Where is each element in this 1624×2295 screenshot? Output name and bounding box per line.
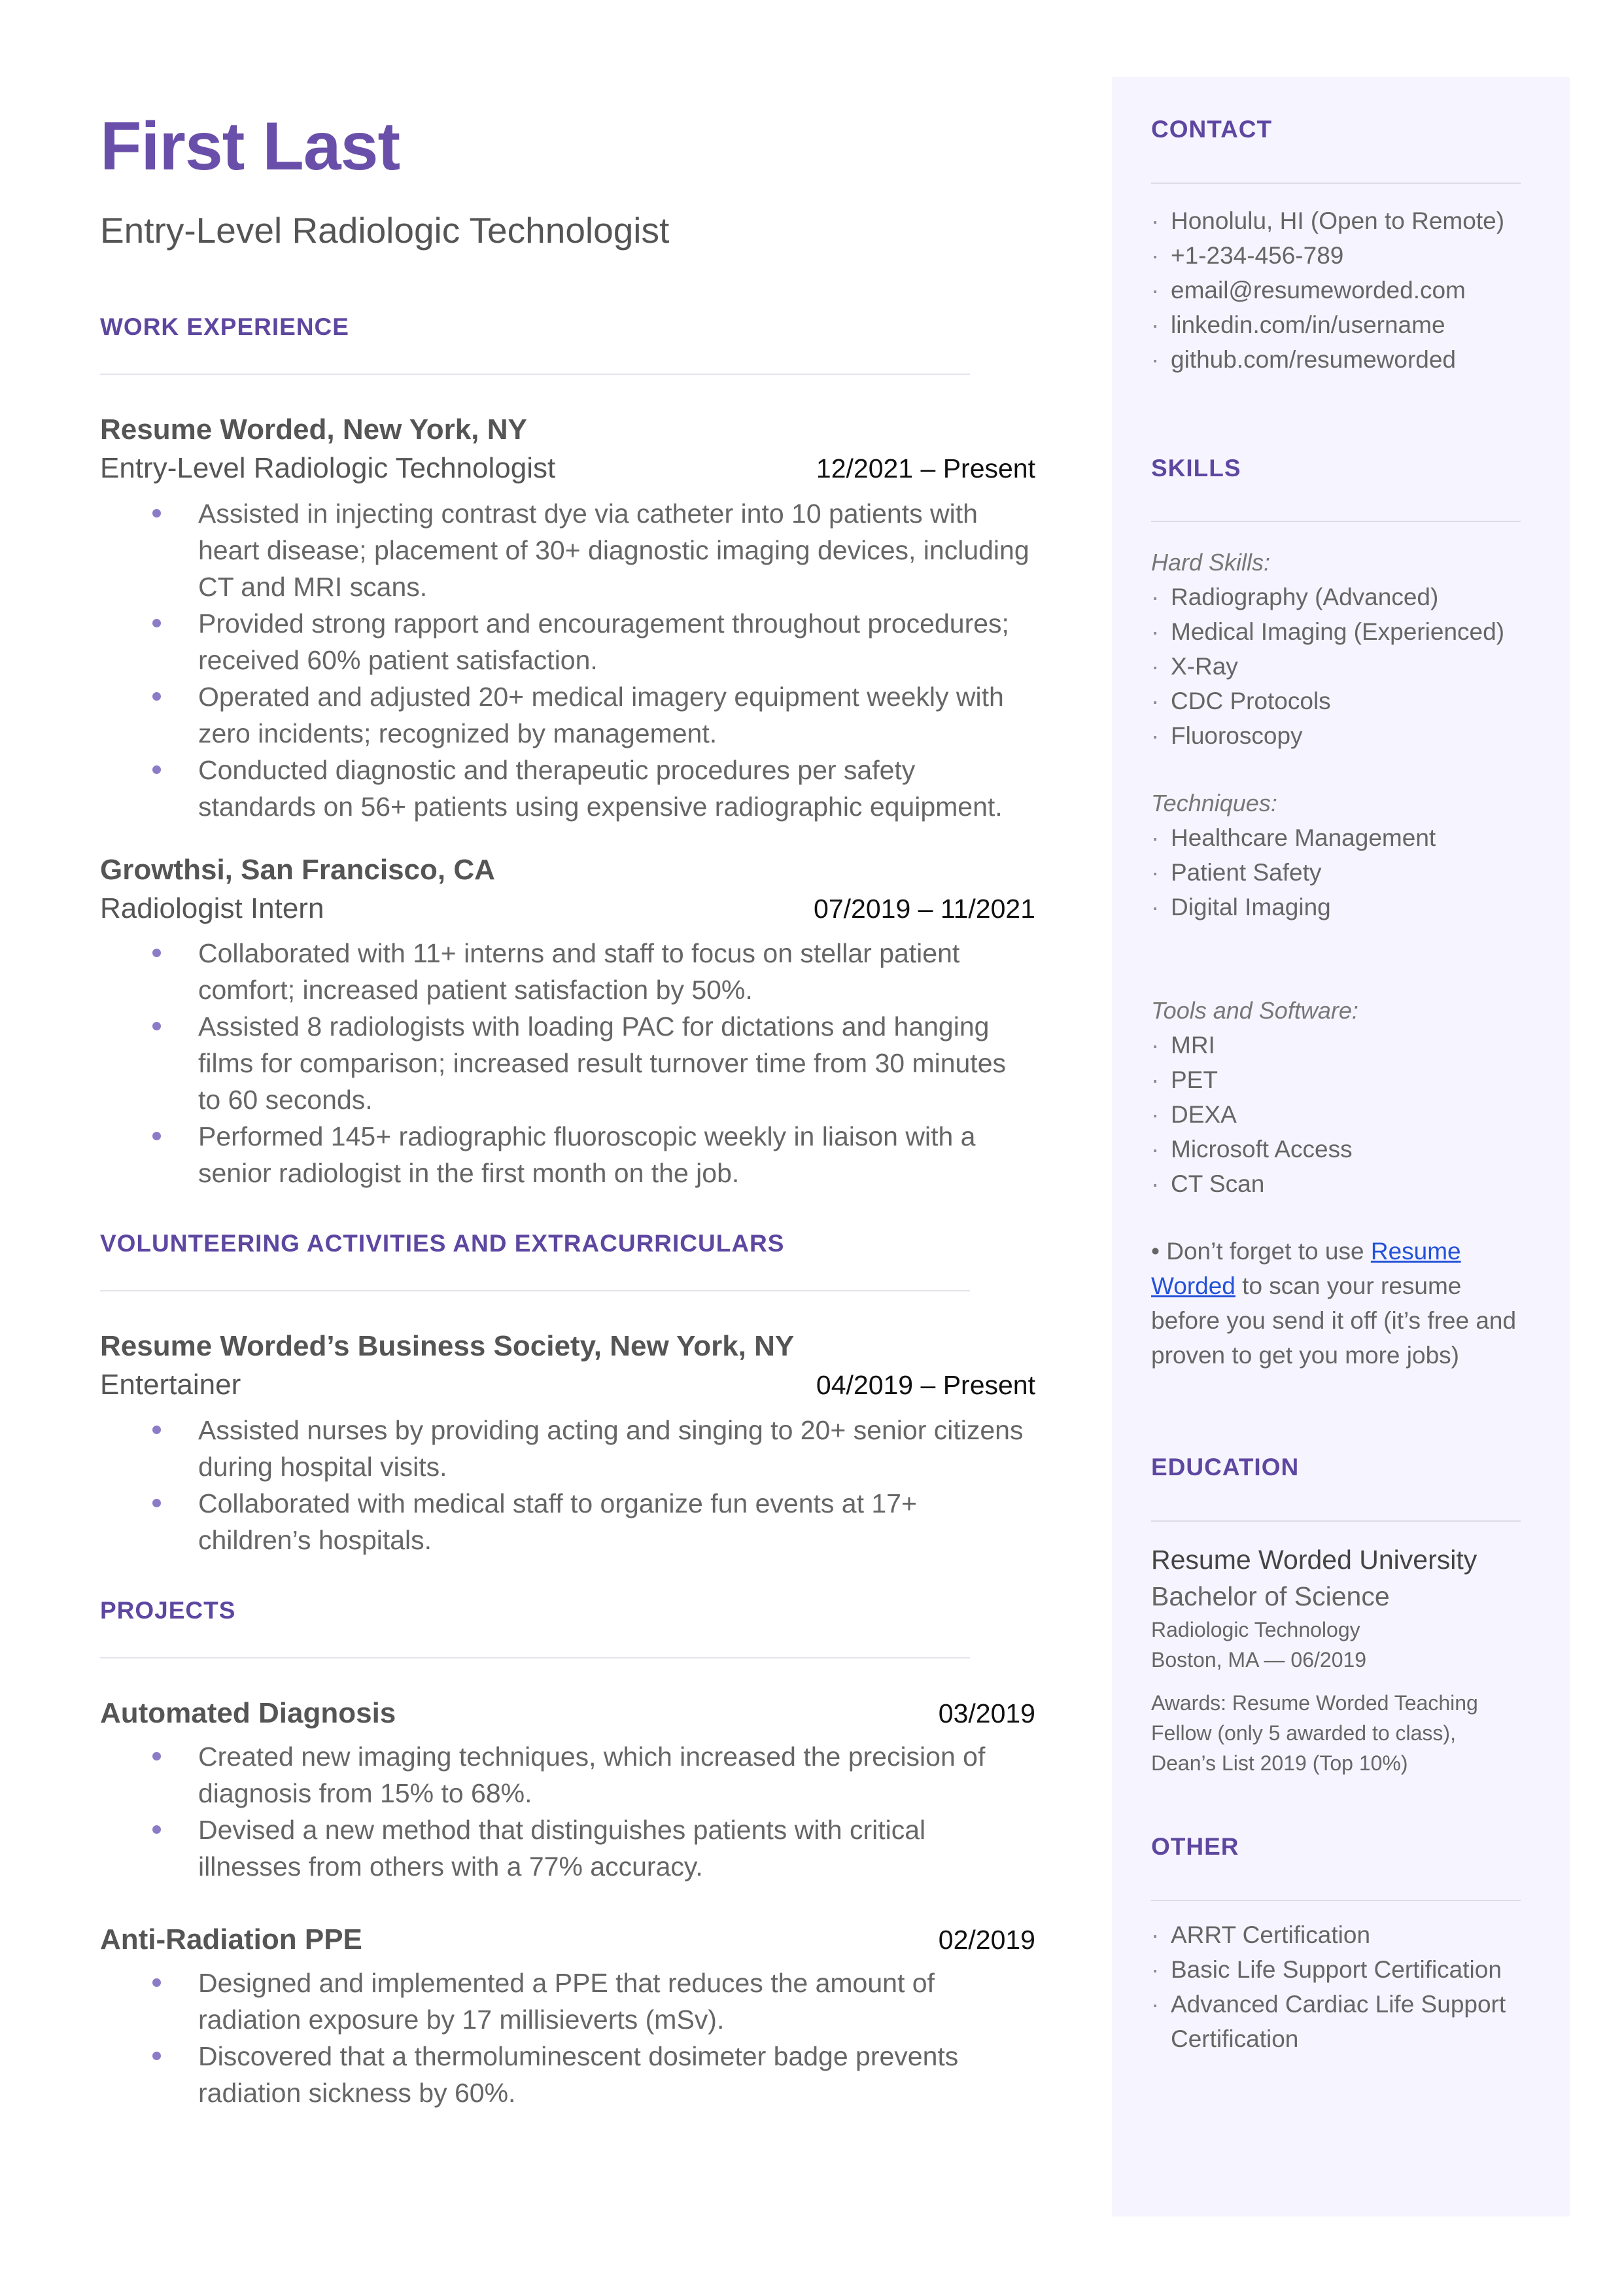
main-column xyxy=(100,111,1035,2111)
skill-item: · Medical Imaging (Experienced) xyxy=(1151,614,1521,649)
work-entry xyxy=(100,851,1035,1192)
section-divider xyxy=(1151,183,1521,184)
education-title: EDUCATION xyxy=(1151,1454,1300,1481)
sidebar xyxy=(1112,77,1570,2216)
skill-item: · PET xyxy=(1151,1062,1521,1097)
project-date: 03/2019 xyxy=(938,1698,1035,1728)
skills-label: Hard Skills: xyxy=(1151,549,1271,576)
skill-item: · MRI xyxy=(1151,1028,1521,1062)
section-title: WORK EXPERIENCE xyxy=(100,313,349,341)
hard-skills xyxy=(1151,545,1521,753)
skills-title: SKILLS xyxy=(1151,454,1241,482)
skill-item: · Healthcare Management xyxy=(1151,820,1521,855)
skill-item: · Fluoroscopy xyxy=(1151,718,1521,753)
bullet-list xyxy=(100,935,1035,1191)
bullet-item: Conducted diagnostic and therapeutic procedures per safety standards on 56+ patients using expensive radiographic equipment. xyxy=(100,752,1035,825)
section-divider xyxy=(100,1657,970,1658)
contact-location: · Honolulu, HI (Open to Remote) xyxy=(1151,203,1521,238)
bullet-item: Collaborated with medical staff to organize fun events at 17+ children’s hospitals. xyxy=(100,1485,1035,1558)
project-entry xyxy=(100,1694,1035,1885)
skill-item: · Patient Safety xyxy=(1151,855,1521,890)
bullet-item: Created new imaging techniques, which increased the precision of diagnosis from 15% to 68%. xyxy=(100,1738,1035,1812)
section-title: PROJECTS xyxy=(100,1596,236,1624)
bullet-item: Discovered that a thermoluminescent dosimeter badge prevents radiation sickness by 60%. xyxy=(100,2038,1035,2111)
project-date: 02/2019 xyxy=(938,1924,1035,1955)
degree: Bachelor of Science xyxy=(1151,1581,1390,1612)
skills-label: Tools and Software: xyxy=(1151,997,1358,1025)
contact-email[interactable]: · email@resumeworded.com xyxy=(1151,273,1521,307)
bullet-item: Operated and adjusted 20+ medical imagery equipment weekly with zero incidents; recognized by management. xyxy=(100,678,1035,752)
other-item: · Advanced Cardiac Life Support Certification xyxy=(1151,1987,1521,2056)
awards: Awards: Resume Worded Teaching Fellow (only 5 awarded to class), Dean’s List 2019 (Top 10%) xyxy=(1151,1691,1478,1776)
section-divider xyxy=(1151,521,1521,522)
field-of-study: Radiologic Technology xyxy=(1151,1618,1360,1642)
other-list xyxy=(1151,1918,1521,2056)
bullet-list xyxy=(100,1965,1035,2111)
role: Entry-Level Radiologic Technologist xyxy=(100,452,556,485)
school-name: Resume Worded University xyxy=(1151,1545,1477,1575)
bullet-item: Performed 145+ radiographic fluoroscopic weekly in liaison with a senior radiologist in the first month on the job. xyxy=(100,1118,1035,1191)
company: Resume Worded, New York, NY xyxy=(100,413,527,446)
contact-linkedin[interactable]: · linkedin.com/in/username xyxy=(1151,307,1521,342)
contact-list xyxy=(1151,203,1521,377)
volunteering-section xyxy=(100,1231,1035,1558)
project-name: Automated Diagnosis xyxy=(100,1696,396,1729)
contact-phone[interactable]: · +1-234-456-789 xyxy=(1151,238,1521,273)
date-range: 07/2019 – 11/2021 xyxy=(814,893,1035,924)
skill-item: · Radiography (Advanced) xyxy=(1151,580,1521,614)
bullet-item: Assisted 8 radiologists with loading PAC for dictations and hanging films for comparison; increased result turnover time from 30 minutes to 60 seconds. xyxy=(100,1008,1035,1118)
location-date: Boston, MA — 06/2019 xyxy=(1151,1648,1367,1672)
other-item: · ARRT Certification xyxy=(1151,1918,1521,1952)
bullet-item: Provided strong rapport and encouragement throughout procedures; received 60% patient satisfaction. xyxy=(100,605,1035,678)
organization: Resume Worded’s Business Society, New York, NY xyxy=(100,1330,795,1363)
skill-item: · CT Scan xyxy=(1151,1166,1521,1201)
skills-label: Techniques: xyxy=(1151,790,1277,817)
bullet-list xyxy=(100,1412,1035,1558)
contact-github[interactable]: · github.com/resumeworded xyxy=(1151,342,1521,377)
bullet-item: Assisted nurses by providing acting and singing to 20+ senior citizens during hospital visits. xyxy=(100,1412,1035,1485)
other-item: · Basic Life Support Certification xyxy=(1151,1952,1521,1987)
candidate-name: First Last xyxy=(100,109,400,184)
bullet-item: Collaborated with 11+ interns and staff to focus on stellar patient comfort; increased patient satisfaction by 50%. xyxy=(100,935,1035,1008)
volunteer-entry xyxy=(100,1327,1035,1558)
tools-software xyxy=(1151,993,1521,1201)
project-name: Anti-Radiation PPE xyxy=(100,1923,362,1955)
skill-item: · X-Ray xyxy=(1151,649,1521,684)
resume-tip xyxy=(1151,1234,1521,1373)
role: Radiologist Intern xyxy=(100,892,324,924)
work-entry xyxy=(100,411,1035,825)
project-entry xyxy=(100,1921,1035,2111)
work-experience-section xyxy=(100,314,1035,1191)
role: Entertainer xyxy=(100,1369,241,1401)
resume-worded-link[interactable]: Resume Worded xyxy=(1151,1238,1461,1300)
skill-item: · CDC Protocols xyxy=(1151,684,1521,718)
tip-prefix: • Don’t forget to use xyxy=(1151,1238,1371,1265)
bullet-item: Devised a new method that distinguishes patients with critical illnesses from others with a 77% accuracy. xyxy=(100,1812,1035,1885)
bullet-list xyxy=(100,1738,1035,1885)
section-divider xyxy=(1151,1900,1521,1901)
candidate-title: Entry-Level Radiologic Technologist xyxy=(100,210,670,251)
section-divider xyxy=(100,1290,970,1291)
skill-item: · Digital Imaging xyxy=(1151,890,1521,924)
date-range: 04/2019 – Present xyxy=(816,1370,1035,1401)
bullet-item: Assisted in injecting contrast dye via catheter into 10 patients with heart disease; placement of 30+ diagnostic imaging devices, including CT and MRI scans. xyxy=(100,495,1035,605)
section-divider xyxy=(1151,1520,1521,1522)
bullet-list xyxy=(100,495,1035,825)
techniques xyxy=(1151,786,1521,924)
skill-item: · Microsoft Access xyxy=(1151,1132,1521,1166)
bullet-item: Designed and implemented a PPE that reduces the amount of radiation exposure by 17 millisieverts (mSv). xyxy=(100,1965,1035,2038)
projects-section xyxy=(100,1598,1035,2111)
tip-suffix: to scan your resume before you send it off (it’s free and proven to get you more jobs) xyxy=(1151,1272,1517,1369)
section-divider xyxy=(100,374,970,375)
contact-title: CONTACT xyxy=(1151,116,1273,143)
skill-item: · DEXA xyxy=(1151,1097,1521,1132)
company: Growthsi, San Francisco, CA xyxy=(100,853,495,886)
other-title: OTHER xyxy=(1151,1833,1239,1861)
date-range: 12/2021 – Present xyxy=(816,453,1035,484)
education-entry xyxy=(1151,1541,1521,1778)
section-title: VOLUNTEERING ACTIVITIES AND EXTRACURRICULARS xyxy=(100,1230,785,1257)
